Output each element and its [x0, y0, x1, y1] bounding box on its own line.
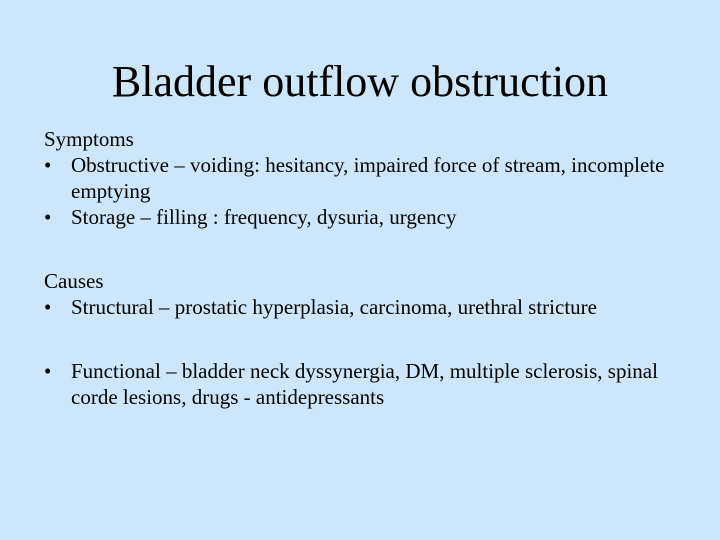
cause-text-functional: Functional – bladder neck dyssynergia, DM, multiple sclerosis, spinal corde lesions, drugs - antidepressants [71, 359, 658, 409]
spacer [44, 230, 684, 268]
cause-bullet-structural [44, 294, 684, 320]
spacer [44, 320, 684, 358]
bullet-dot: • [44, 295, 52, 319]
slide-title: Bladder outflow obstruction [111, 57, 609, 106]
symptom-text-obstructive: Obstructive – voiding: hesitancy, impaired force of stream, incomplete emptying [71, 153, 665, 203]
bullet-dot: • [44, 359, 52, 383]
bullet-dot: • [44, 153, 52, 177]
bullet-dot: • [44, 205, 52, 229]
cause-text-structural: Structural – prostatic hyperplasia, carcinoma, urethral stricture [71, 295, 597, 319]
symptoms-heading: Symptoms [44, 127, 134, 151]
cause-bullet-functional [44, 358, 684, 410]
slide-body [44, 126, 684, 410]
symptom-bullet-obstructive [44, 152, 684, 204]
causes-heading: Causes [44, 269, 104, 293]
symptom-text-storage: Storage – filling : frequency, dysuria, urgency [71, 205, 457, 229]
symptom-bullet-storage [44, 204, 684, 230]
